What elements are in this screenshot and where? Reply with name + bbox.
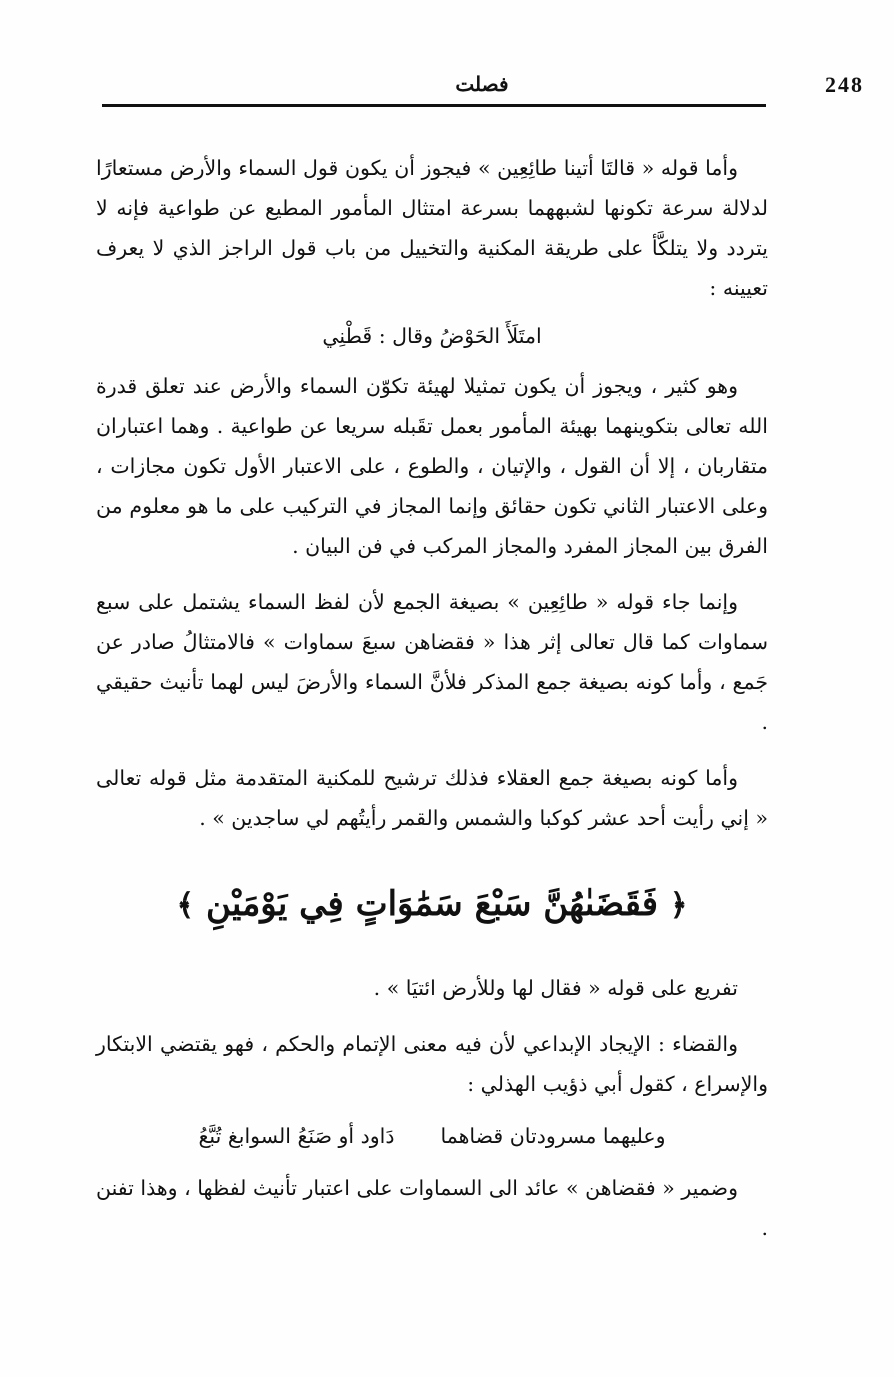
paragraph-5: تفريع على قوله « فقال لها وللأرض ائتيَا » . [373,976,738,1000]
rajaz-verse: امتَلَأَ الحَوْضُ وقال : قَطْنِي [322,324,542,348]
paragraph-6: والقضاء : الإيجاد الإبداعي لأن فيه معنى الإتمام والحكم ، فهو يقتضي الابتكار والإسراع ، كقول أبي ذؤيب الهذلي : [96,1032,768,1096]
paragraph-2: وهو كثير ، ويجوز أن يكون تمثيلا لهيئة تكوّن السماء والأرض عند تعلق قدرة الله تعالى بتكوينهما بهيئة المأمور بعمل تقَبله سريعا عن طواعية . وهما اعتباران متقاربان ، إلا أن القول ، والإتيان ، والطوع ، على الاعتبار الأول تكون مجازات ، وعلى الاعتبار الثاني تكون حقائق وإنما المجاز في التركيب على ما هو معلوم من الفرق بين المجاز المفرد والمجاز المركب في فن البيان . [96,374,768,558]
paragraph-3: وإنما جاء قوله « طائِعِين » بصيغة الجمع لأن لفظ السماء يشتمل على سبع سماوات كما قال تعالى إثر هذا « فقضاهن سبعَ سماوات » فالامتثالُ صادر عن جَمع ، وأما كونه بصيغة جمع المذكر فلأنَّ السماء والأرضَ ليس لهما تأنيث حقيقي . [96,590,768,734]
page-number: 248 [825,72,864,97]
poem-line [96,1116,768,1156]
poem-first-hemistich: وعليهما مسرودتان قضاهما [440,1124,666,1148]
paragraph-1: وأما قوله « قالتَا أتينا طائِعِين » فيجوز أن يكون قول السماء والأرض مستعارًا لدلالة سرعة تكونها لشبههما بسرعة امتثال المأمور المطيع عن طواعية فإنه لا يتردد ولا يتلكَّأ على طريقة المكنية والتخييل من باب قول الراجز الذي لا يعرف تعيينه : [96,156,768,300]
poem-second-hemistich: دَاود أو صَنَعُ السوابغ تُبَّعُ [198,1124,395,1148]
header-rule [102,104,766,107]
quran-verse [96,876,768,934]
paragraph-7: وضمير « فقضاهن » عائد الى السماوات على اعتبار تأنيث لفظها ، وهذا تفنن . [96,1176,768,1240]
page-header [102,66,864,100]
running-title: فصلت [455,72,509,96]
verse-open-bracket: ﴿ [669,888,688,923]
verse-text: فَقَضَىٰهُنَّ سَبْعَ سَمَٰوَاتٍ فِي يَوْمَيْنِ [205,884,659,924]
paragraph-4: وأما كونه بصيغة جمع العقلاء فذلك ترشيح للمكنية المتقدمة مثل قوله تعالى « إني رأيت أحد عشر كوكبا والشمس والقمر رأيتُهم لي ساجدين » . [96,766,768,830]
page-body [96,148,768,1248]
verse-close-bracket: ﴾ [176,888,195,923]
